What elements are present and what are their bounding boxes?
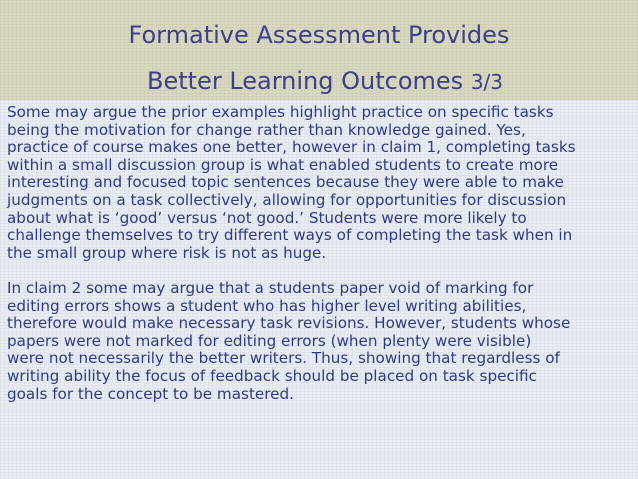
text-line: therefore would make necessary task revisions. However, students whose: [7, 314, 571, 333]
text-line: editing errors shows a student who has higher level writing abilities,: [7, 296, 527, 315]
slide-title-line-2: [6, 66, 638, 97]
text-line: papers were not marked for editing errors (when plenty were visible): [7, 331, 532, 350]
text-line: challenge themselves to try different ways of completing the task when in: [7, 226, 573, 245]
text-line: In claim 2 some may argue that a students paper void of marking for: [7, 278, 534, 297]
text-line: practice of course makes one better, however in claim 1, completing tasks: [7, 138, 576, 157]
text-line: being the motivation for change rather than knowledge gained. Yes,: [7, 120, 526, 139]
text-line: were not necessarily the better writers. Thus, showing that regardless of: [7, 349, 560, 368]
slide-counter: 3/3: [470, 70, 503, 94]
paragraph-2: [7, 280, 635, 403]
text-line: goals for the concept to be mastered.: [7, 384, 294, 403]
slide-body: [7, 104, 635, 403]
text-line: the small group where risk is not as huge.: [7, 243, 327, 262]
slide-title-line-1: Formative Assessment Provides: [128, 21, 510, 49]
text-line: within a small discussion group is what enabled students to create more: [7, 155, 559, 174]
text-line: interesting and focused topic sentences because they were able to make: [7, 173, 564, 192]
slide-title-text: Better Learning Outcomes: [147, 67, 464, 95]
text-line: judgments on a task collectively, allowing for opportunities for discussion: [7, 190, 567, 209]
text-line: writing ability the focus of feedback should be placed on task specific: [7, 366, 537, 385]
text-line: Some may argue the prior examples highlight practice on specific tasks: [7, 103, 554, 121]
text-line: about what is ‘good’ versus ‘not good.’ Students were more likely to: [7, 208, 527, 227]
paragraph-1: [7, 104, 635, 262]
